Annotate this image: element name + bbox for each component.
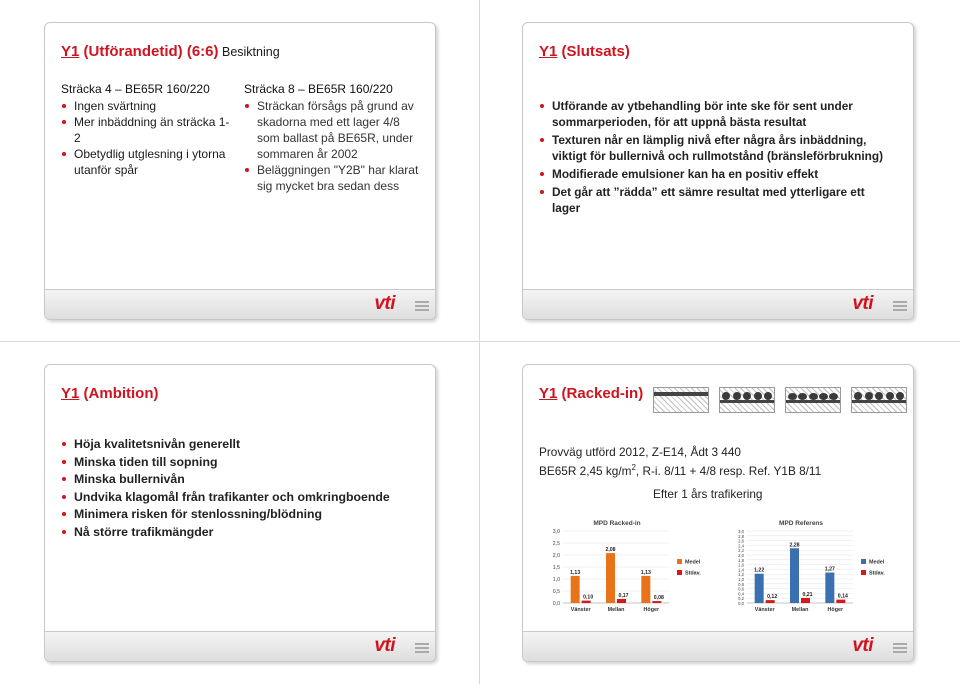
bar-stdav — [582, 601, 591, 603]
title-main: (Utförandetid) (6:6) — [79, 43, 219, 60]
surface-cross-section-illustrations — [653, 387, 909, 413]
bullet-list — [539, 98, 889, 218]
y-tick-label: 2,4 — [738, 543, 744, 549]
list-item: Nå större trafikmängder — [61, 524, 421, 542]
data-label-stdav: 0,12 — [767, 594, 778, 601]
title-prefix: Y1 — [539, 43, 558, 60]
bar-medel — [641, 576, 650, 603]
data-label-medel: 1,13 — [640, 569, 651, 576]
legend-label-stdav: Stdav. — [869, 570, 885, 577]
bar-medel — [571, 576, 580, 603]
slide-slutsats — [522, 22, 914, 320]
list-item: Minimera risken för stenlossning/blödning — [61, 506, 421, 524]
traffic-period-caption: Efter 1 års trafikering — [653, 487, 763, 501]
y-tick-label: 0,4 — [738, 591, 744, 597]
slide-footer — [45, 631, 435, 661]
vti-logo: vti — [852, 635, 873, 656]
title-subtitle: Besiktning — [218, 45, 280, 59]
y-tick-label: 1,0 — [552, 577, 560, 583]
slide-racked-in — [522, 364, 914, 662]
data-label-medel: 1,27 — [824, 566, 835, 573]
data-label-medel: 2,28 — [789, 542, 800, 549]
y-tick-label: 3,0 — [552, 529, 560, 535]
binder-info: BE65R 2,45 $kg/m^2$, R-i. 8/11 + 4/8 resp. Ref. Y1B 8/11 — [539, 463, 822, 478]
slide-utforandetid — [44, 22, 436, 320]
footer-mark-icon — [893, 643, 907, 655]
y-tick-label: 2,6 — [738, 538, 744, 544]
test-road-info: Provväg utförd 2012, Z-E14, Ådt 3 440 — [539, 445, 741, 459]
bar-medel — [755, 574, 764, 603]
y-tick-label: 0,5 — [552, 589, 560, 595]
x-tick-label: Mellan — [607, 607, 625, 613]
slide-title — [539, 43, 630, 60]
bullet-list — [61, 436, 421, 542]
list-item: Sträckan försågs på grund av skadorna med ett lager 4/8 som ballast på BE65R, under sommaren år 2002 — [244, 98, 424, 162]
list-item: Beläggningen "Y2B" har klarat sig mycket bra sedan dess — [244, 162, 424, 194]
cross-section-double-layer-image — [851, 387, 907, 413]
slide-title — [539, 385, 643, 402]
data-label-stdav: 0,08 — [653, 595, 664, 602]
list-item: Minska bullernivån — [61, 471, 421, 489]
list-item: Utförande av ytbehandling bör inte ske för sent under sommarperioden, för att uppnå bästa resultat — [539, 98, 889, 130]
x-tick-label: Mellan — [791, 607, 809, 613]
x-tick-label: Höger — [643, 607, 660, 613]
data-label-medel: 2,08 — [605, 547, 616, 554]
slide-footer — [523, 289, 913, 319]
bar-stdav — [801, 598, 810, 603]
bar-stdav — [617, 599, 626, 603]
list-item: Minska tiden till sopning — [61, 454, 421, 472]
list-item: Höja kvalitetsnivån generellt — [61, 436, 421, 454]
y-tick-label: 2,0 — [738, 553, 744, 558]
data-label-stdav: 0,21 — [802, 591, 813, 598]
page-divider-vertical — [479, 0, 480, 684]
chart-title: MPD Racked-in — [593, 520, 641, 527]
bullet-list — [61, 98, 233, 178]
y-tick-label: 0,0 — [738, 601, 744, 606]
y-tick-label: 2,5 — [552, 541, 560, 547]
y-tick-label: 0,2 — [738, 596, 744, 602]
mpd-referens-chart — [721, 515, 901, 619]
bullet-list — [244, 98, 424, 194]
data-label-medel: 1,13 — [570, 569, 581, 576]
slide-ambition — [44, 364, 436, 662]
y-tick-label: 1,5 — [552, 565, 560, 571]
title-prefix: Y1 — [61, 385, 80, 402]
data-label-stdav: 0,14 — [837, 593, 848, 600]
bar-medel — [606, 553, 615, 603]
x-tick-label: Vänster — [570, 607, 591, 613]
y-tick-label: 0,0 — [552, 601, 560, 607]
x-tick-label: Höger — [827, 607, 844, 613]
list-item: Det går att ”rädda” ett sämre resultat med ytterligare ett lager — [539, 184, 889, 216]
legend-label-medel: Medel — [869, 559, 885, 566]
data-label-stdav: 0,10 — [583, 594, 594, 601]
footer-mark-icon — [415, 301, 429, 313]
legend-swatch-medel — [861, 559, 866, 564]
bar-stdav — [766, 600, 775, 603]
chart-title: MPD Referens — [778, 520, 824, 527]
list-item: Ingen svärtning — [61, 98, 233, 114]
y-tick-label: 1,2 — [738, 572, 744, 578]
list-item: Texturen når en lämplig nivå efter några års inbäddning, viktigt för bullernivå och rullmotstånd (bränsleförbrukning) — [539, 132, 889, 164]
footer-mark-icon — [893, 301, 907, 313]
list-item: Undvika klagomål från trafikanter och omkringboende — [61, 489, 421, 507]
y-tick-label: 1,6 — [738, 562, 744, 568]
list-item: Mer inbäddning än sträcka 1-2 — [61, 114, 233, 146]
bar-medel — [825, 573, 834, 603]
list-item: Modifierade emulsioner kan ha en positiv effekt — [539, 166, 889, 182]
title-main: (Slutsats) — [557, 43, 630, 60]
cross-section-binder-image — [653, 387, 709, 413]
vti-logo: vti — [852, 293, 873, 314]
y-tick-label: 3,0 — [738, 529, 744, 534]
legend-label-stdav: Stdav. — [685, 570, 701, 577]
column-stracka-4 — [61, 81, 233, 178]
footer-mark-icon — [415, 643, 429, 655]
legend-swatch-stdav — [861, 570, 866, 575]
page-divider-horizontal — [0, 341, 960, 342]
y-tick-label: 0,6 — [738, 586, 744, 592]
legend-swatch-medel — [677, 559, 682, 564]
title-prefix: Y1 — [539, 385, 558, 402]
mpd-racked-in-chart — [537, 515, 717, 619]
title-prefix: Y1 — [61, 43, 80, 60]
column-heading: Sträcka 8 – BE65R 160/220 — [244, 82, 393, 96]
x-tick-label: Vänster — [754, 607, 775, 613]
y-tick-label: 2,2 — [738, 548, 744, 554]
y-tick-label: 0,8 — [738, 581, 744, 587]
y-tick-label: 2,0 — [552, 553, 560, 559]
vti-logo: vti — [374, 635, 395, 656]
cross-section-racked-in-image — [785, 387, 841, 413]
slide-title — [61, 43, 280, 60]
list-item: Obetydlig utglesning i ytorna utanför spår — [61, 146, 233, 178]
slide-footer — [523, 631, 913, 661]
data-label-stdav: 0,17 — [618, 592, 629, 599]
slide-title — [61, 385, 159, 402]
y-tick-label: 2,8 — [738, 533, 744, 539]
legend-label-medel: Medel — [685, 559, 701, 566]
bar-stdav — [652, 601, 661, 603]
title-main: (Racked-in) — [557, 385, 644, 402]
y-tick-label: 1,0 — [738, 577, 744, 582]
data-label-medel: 1,22 — [754, 567, 765, 574]
y-tick-label: 1,4 — [738, 567, 744, 573]
column-stracka-8 — [244, 81, 424, 194]
column-heading: Sträcka 4 – BE65R 160/220 — [61, 82, 210, 96]
title-main: (Ambition) — [79, 385, 159, 402]
slide-footer — [45, 289, 435, 319]
vti-logo: vti — [374, 293, 395, 314]
y-tick-label: 1,8 — [738, 557, 744, 563]
bar-medel — [790, 548, 799, 603]
bar-stdav — [836, 600, 845, 603]
legend-swatch-stdav — [677, 570, 682, 575]
cross-section-stones-image — [719, 387, 775, 413]
